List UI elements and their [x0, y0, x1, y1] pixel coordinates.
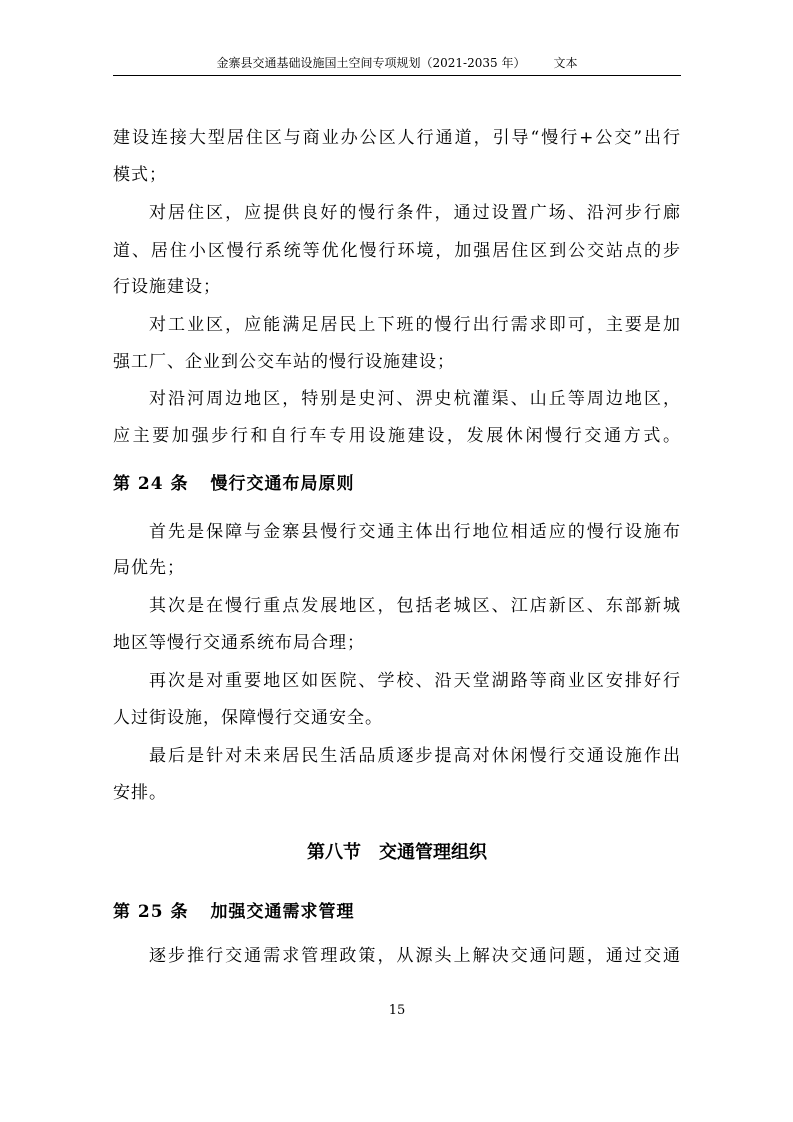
section-title: 交通管理组织	[379, 842, 487, 863]
paragraph-line: 强工厂、企业到公交车站的慢行设施建设；	[113, 352, 455, 372]
section-number: 第八节	[307, 842, 361, 863]
article-24-title: 慢行交通布局原则	[210, 474, 355, 494]
article-25-number: 第 25 条	[113, 902, 189, 922]
paragraph-line: 首先是保障与金寨县慢行交通主体出行地位相适应的慢行设施布	[149, 522, 681, 542]
paragraph-line: 人过街设施，保障慢行交通安全。	[113, 708, 383, 728]
paragraph-line: 对工业区，应能满足居民上下班的慢行出行需求即可，主要是加	[149, 315, 681, 335]
article-24-heading	[113, 469, 681, 499]
header-title: 金寨县交通基础设施国土空间专项规划（2021-2035 年）	[216, 56, 526, 70]
paragraph-line: 应主要加强步行和自行车专用设施建设，发展休闲慢行交通方式。	[113, 426, 681, 446]
paragraph-line: 道、居住小区慢行系统等优化慢行环境，加强居住区到公交站点的步	[113, 241, 681, 261]
article-25-title: 加强交通需求管理	[210, 902, 355, 922]
header-rule	[113, 75, 681, 76]
paragraph-line: 安排。	[113, 783, 167, 803]
page-number: 15	[388, 1003, 406, 1018]
paragraph-line: 局优先；	[113, 558, 185, 578]
paragraph-line: 逐步推行交通需求管理政策，从源头上解决交通问题，通过交通	[149, 946, 681, 966]
article-24-number: 第 24 条	[113, 474, 189, 494]
paragraph-line: 建设连接大型居住区与商业办公区人行通道，引导“慢行+公交”出行	[113, 128, 681, 148]
paragraph-line: 其次是在慢行重点发展地区，包括老城区、江店新区、东部新城	[149, 596, 681, 616]
paragraph-line: 行设施建设；	[113, 277, 221, 297]
page-header	[113, 54, 681, 74]
header-doc-type: 文本	[553, 56, 578, 70]
paragraph-line: 地区等慢行交通系统布局合理；	[113, 633, 365, 653]
paragraph-line: 再次是对重要地区如医院、学校、沿天堂湖路等商业区安排好行	[149, 671, 681, 691]
article-25-heading	[113, 897, 681, 927]
section-heading	[113, 838, 681, 868]
paragraph-line: 对居住区，应提供良好的慢行条件，通过设置广场、沿河步行廊	[149, 203, 681, 223]
paragraph-line: 模式；	[113, 165, 167, 185]
paragraph-line: 最后是针对未来居民生活品质逐步提高对休闲慢行交通设施作出	[149, 746, 681, 766]
paragraph-line: 对沿河周边地区，特别是史河、淠史杭灌渠、山丘等周边地区，	[149, 389, 681, 409]
